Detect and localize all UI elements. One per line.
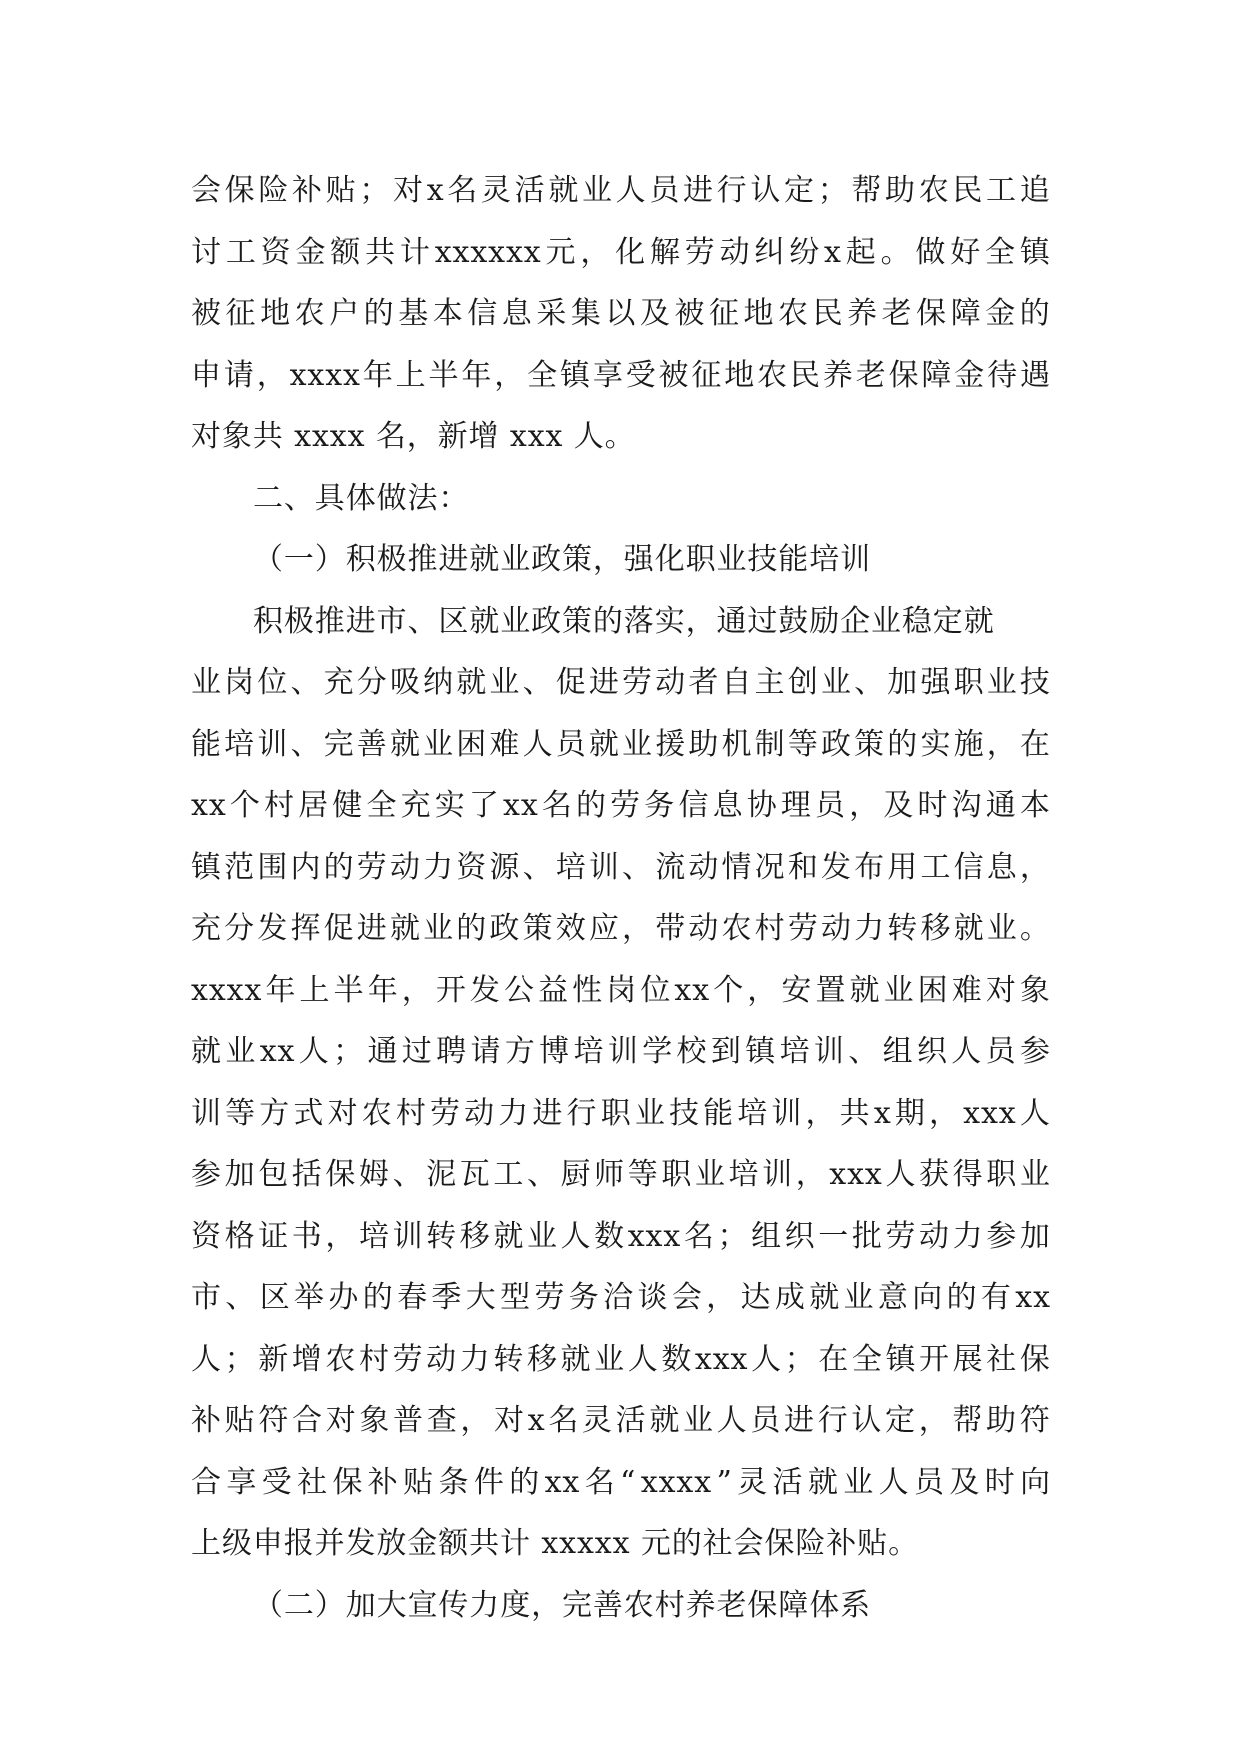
text-line: 参 加 包 括 保 姆 、 泥 瓦 工 、 厨 师 等 职 业 培 训 ， xxx 人 获 得 职 业 [191, 1157, 1051, 1192]
text-line: 镇 范 围 内 的 劳 动 力 资 源 、 培 训 、 流 动 情 况 和 发 布 用 工 信 息 ， [191, 849, 1051, 885]
text-line: 市 、 区 举 办 的 春 季 大 型 劳 务 洽 谈 会 ， 达 成 就 业 意 向 的 有 xx [191, 1280, 1051, 1315]
text-line: 充 分 发 挥 促 进 就 业 的 政 策 效 应 ， 带 动 农 村 劳 动 力 转 移 就 业 。 [191, 911, 1051, 946]
text-line: 补 贴 符 合 对 象 普 查 ， 对 x 名 灵 活 就 业 人 员 进 行 认 定 ， 帮 助 符 [191, 1403, 1051, 1438]
text-line: 讨 工 资 金 额 共 计 xxxxxx 元 ， 化 解 劳 动 纠 纷 x 起 。 做 好 全 镇 [191, 234, 1051, 270]
subsection-heading: （二）加大宣传力度，完善农村养老保障体系 [253, 1587, 871, 1623]
text-line: 业 岗 位 、 充 分 吸 纳 就 业 、 促 进 劳 动 者 自 主 创 业 、 加 强 职 业 技 [191, 665, 1051, 700]
text-line: xx 个 村 居 健 全 充 实 了 xx 名 的 劳 务 信 息 协 理 员 ， 及 时 沟 通 本 [191, 788, 1051, 823]
text-line: 会 保 险 补 贴 ； 对 x 名 灵 活 就 业 人 员 进 行 认 定 ； 帮 助 农 民 工 追 [191, 173, 1051, 208]
document-body [191, 160, 1051, 1636]
text-line: 训 等 方 式 对 农 村 劳 动 力 进 行 职 业 技 能 培 训 ， 共 x 期 ， xxx 人 [191, 1095, 1051, 1131]
subsection-heading: （一）积极推进就业政策，强化职业技能培训 [253, 542, 871, 577]
text-line: 合 享 受 社 保 补 贴 条 件 的 xx 名 “ xxxx ” 灵 活 就 业 人 员 及 时 向 [191, 1464, 1051, 1500]
text-line: 人 ； 新 增 农 村 劳 动 力 转 移 就 业 人 数 xxx 人 ； 在 全 镇 开 展 社 保 [191, 1341, 1051, 1377]
text-line: xxxx 年 上 半 年 ， 开 发 公 益 性 岗 位 xx 个 ， 安 置 就 业 困 难 对 象 [191, 972, 1051, 1008]
text-line: 积极推进市、区就业政策的落实，通过鼓励企业稳定就 [253, 603, 995, 639]
text-line: 上级申报并发放金额共计 xxxxx 元的社会保险补贴。 [191, 1526, 919, 1561]
text-line: 对象共 xxxx 名，新增 xxx 人。 [191, 419, 636, 454]
section-heading: 二、具体做法： [253, 480, 470, 516]
text-line: 能 培 训 、 完 善 就 业 困 难 人 员 就 业 援 助 机 制 等 政 策 的 实 施 ， 在 [191, 726, 1051, 762]
text-line: 就 业 xx 人 ； 通 过 聘 请 方 博 培 训 学 校 到 镇 培 训 、 组 织 人 员 参 [191, 1034, 1051, 1069]
text-line: 申 请 ， xxxx 年 上 半 年 ， 全 镇 享 受 被 征 地 农 民 养 老 保 障 金 待 遇 [191, 357, 1051, 393]
text-line: 被 征 地 农 户 的 基 本 信 息 采 集 以 及 被 征 地 农 民 养 老 保 障 金 的 [191, 296, 1051, 331]
text-line: 资 格 证 书 ， 培 训 转 移 就 业 人 数 xxx 名 ； 组 织 一 批 劳 动 力 参 加 [191, 1218, 1051, 1254]
